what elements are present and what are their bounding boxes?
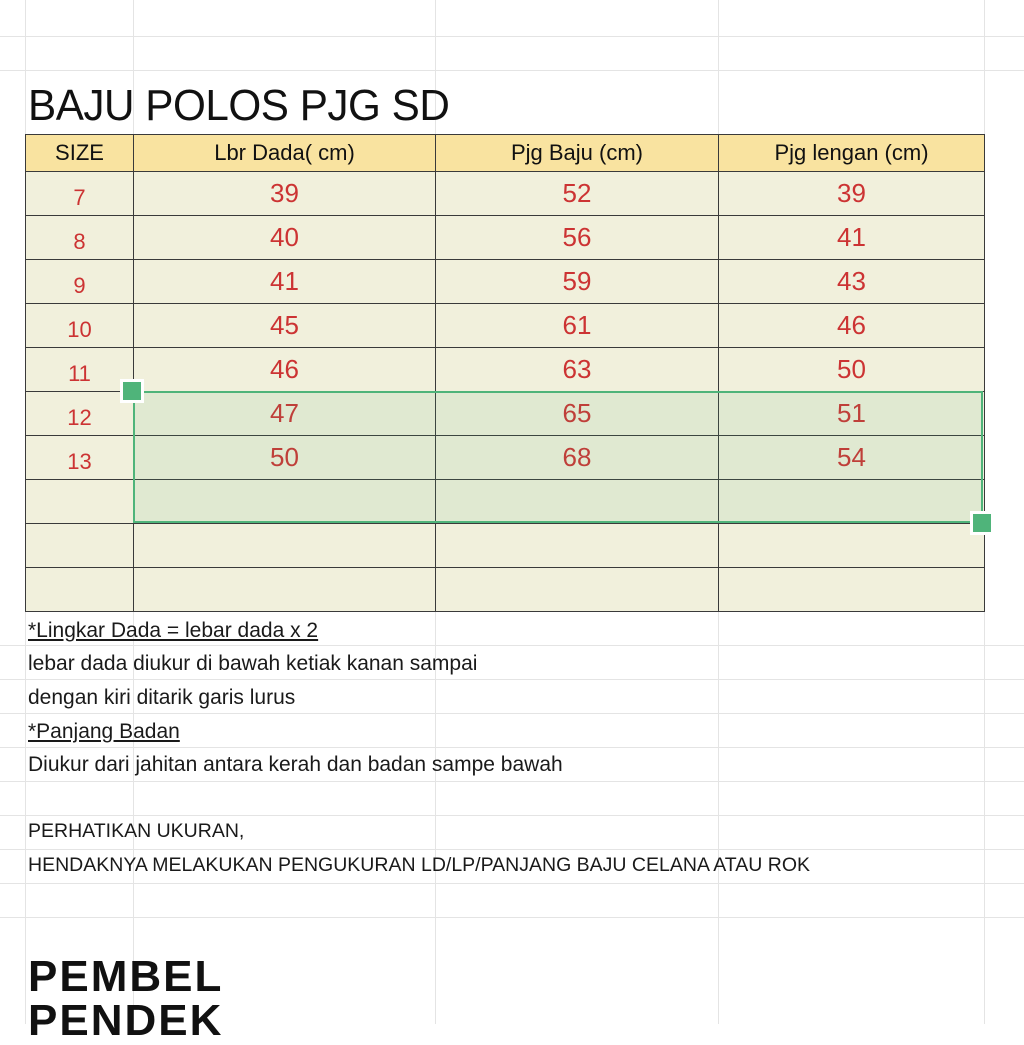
grid-line — [0, 849, 1024, 850]
size-cell[interactable] — [26, 524, 134, 568]
grid-line — [0, 70, 1024, 71]
note-chest-measure[interactable]: lebar dada diukur di bawah ketiak kanan sampai — [28, 652, 478, 675]
value-cell[interactable] — [719, 524, 985, 568]
value-cell[interactable]: 68 — [436, 436, 719, 480]
header-sleeve-length[interactable]: Pjg lengan (cm) — [719, 135, 985, 172]
sheet-title[interactable]: BAJU POLOS PJG SD — [28, 81, 450, 130]
value-cell[interactable] — [134, 524, 436, 568]
value-cell[interactable]: 52 — [436, 172, 719, 216]
size-cell[interactable]: 8 — [26, 216, 134, 260]
selection-handle-bottom-right[interactable] — [970, 511, 994, 535]
table-row — [26, 392, 985, 436]
value-cell[interactable]: 59 — [436, 260, 719, 304]
value-cell[interactable] — [436, 568, 719, 612]
note-instruction[interactable]: HENDAKNYA MELAKUKAN PENGUKURAN LD/LP/PANJANG BAJU CELANA ATAU ROK — [28, 854, 811, 876]
value-cell[interactable]: 43 — [719, 260, 985, 304]
value-cell[interactable]: 51 — [719, 392, 985, 436]
grid-line — [0, 747, 1024, 748]
value-cell[interactable]: 47 — [134, 392, 436, 436]
value-cell[interactable] — [719, 480, 985, 524]
value-cell[interactable] — [134, 568, 436, 612]
grid-line — [0, 36, 1024, 37]
grid-line — [0, 815, 1024, 816]
selection-handle-top-left[interactable] — [120, 379, 144, 403]
value-cell[interactable]: 46 — [134, 348, 436, 392]
value-cell[interactable] — [134, 480, 436, 524]
value-cell[interactable]: 46 — [719, 304, 985, 348]
value-cell[interactable]: 61 — [436, 304, 719, 348]
table-row — [26, 304, 985, 348]
size-cell[interactable]: 11 — [26, 348, 134, 392]
table-row — [26, 436, 985, 480]
value-cell[interactable]: 41 — [719, 216, 985, 260]
note-body-length-measure[interactable]: Diukur dari jahitan antara kerah dan badan sampe bawah — [28, 753, 563, 776]
table-header-row — [26, 135, 985, 172]
size-cell[interactable]: 7 — [26, 172, 134, 216]
table-row — [26, 480, 985, 524]
value-cell[interactable]: 54 — [719, 436, 985, 480]
next-section-heading-text: PEMBEL PENDEK — [28, 952, 224, 1045]
next-section-heading[interactable] — [28, 952, 418, 1045]
table-row — [26, 568, 985, 612]
header-chest-width[interactable]: Lbr Dada( cm) — [134, 135, 436, 172]
size-table — [25, 134, 985, 612]
value-cell[interactable]: 41 — [134, 260, 436, 304]
size-cell[interactable]: 13 — [26, 436, 134, 480]
note-chest-circumference[interactable]: *Lingkar Dada = lebar dada x 2 — [28, 619, 319, 642]
table-row — [26, 172, 985, 216]
table-row — [26, 260, 985, 304]
grid-line — [0, 713, 1024, 714]
grid-line — [0, 917, 1024, 918]
grid-line — [0, 645, 1024, 646]
value-cell[interactable] — [436, 524, 719, 568]
value-cell[interactable]: 40 — [134, 216, 436, 260]
note-attention[interactable]: PERHATIKAN UKURAN, — [28, 820, 245, 842]
table-row — [26, 216, 985, 260]
value-cell[interactable] — [436, 480, 719, 524]
value-cell[interactable]: 39 — [134, 172, 436, 216]
value-cell[interactable]: 65 — [436, 392, 719, 436]
size-cell[interactable]: 12 — [26, 392, 134, 436]
value-cell[interactable]: 56 — [436, 216, 719, 260]
value-cell[interactable]: 63 — [436, 348, 719, 392]
size-cell[interactable]: 9 — [26, 260, 134, 304]
grid-line — [0, 781, 1024, 782]
size-cell[interactable]: 10 — [26, 304, 134, 348]
table-row — [26, 348, 985, 392]
size-cell[interactable] — [26, 480, 134, 524]
header-shirt-length[interactable]: Pjg Baju (cm) — [436, 135, 719, 172]
value-cell[interactable] — [719, 568, 985, 612]
header-size[interactable]: SIZE — [26, 135, 134, 172]
grid-line — [0, 883, 1024, 884]
note-chest-measure-cont[interactable]: dengan kiri ditarik garis lurus — [28, 686, 296, 709]
table-row — [26, 524, 985, 568]
value-cell[interactable]: 39 — [719, 172, 985, 216]
value-cell[interactable]: 50 — [719, 348, 985, 392]
value-cell[interactable]: 45 — [134, 304, 436, 348]
size-cell[interactable] — [26, 568, 134, 612]
value-cell[interactable]: 50 — [134, 436, 436, 480]
note-body-length[interactable]: *Panjang Badan — [28, 720, 180, 743]
grid-line — [0, 679, 1024, 680]
